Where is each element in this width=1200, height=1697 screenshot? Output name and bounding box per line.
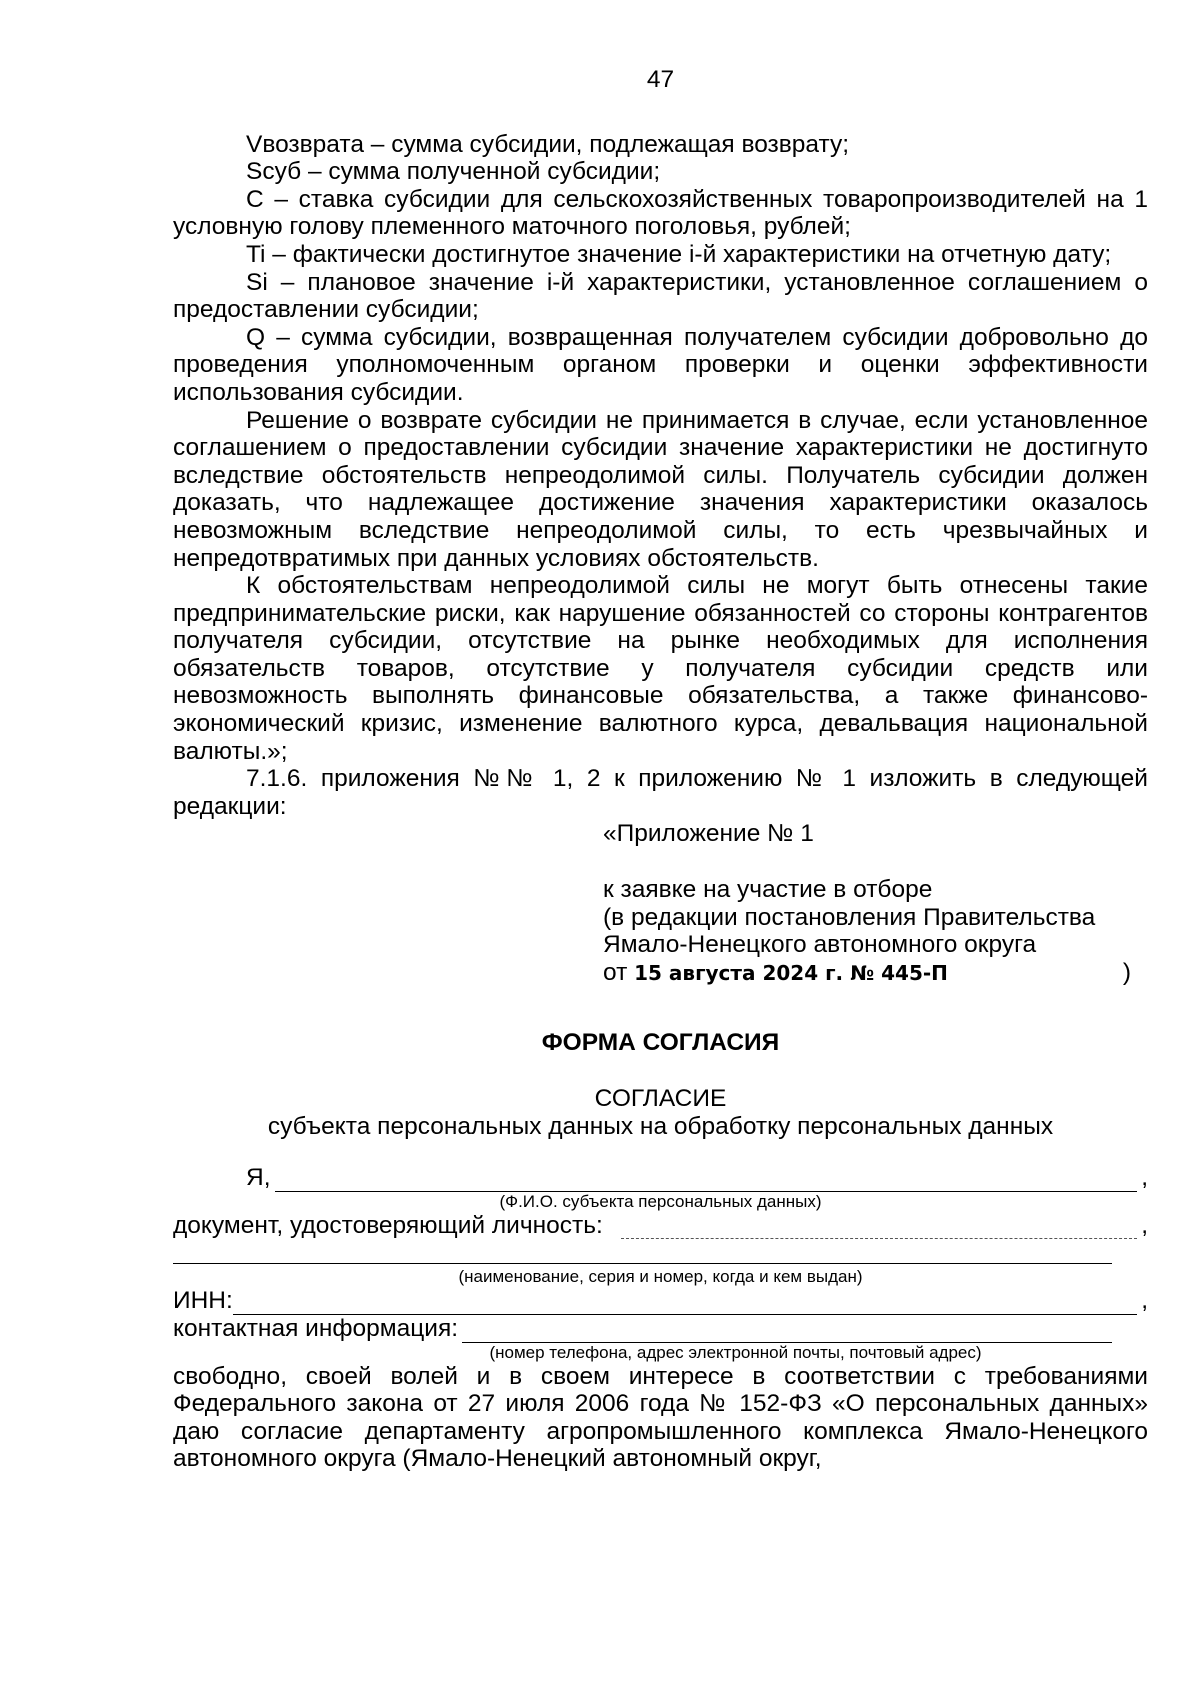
paragraph-force-majeure: Решение о возврате субсидии не принимается в случае, если установленное соглашением о предоставлении субсидии значение характеристики не достигнуто вследствие обстоятельств непреодолимой силы. Получатель субсидии должен доказать, что надлежащее достижение значения характеристики оказалось невозможным вследствие непреодолимой силы, то есть чрезвычайных и непредотвратимых при данных условиях обстоятельств. (173, 406, 1148, 572)
ya-label: Я, (246, 1164, 271, 1192)
fio-field[interactable] (275, 1169, 1138, 1192)
inn-field[interactable] (233, 1292, 1137, 1315)
appendix-date-line (603, 959, 1148, 988)
fio-comma: , (1141, 1164, 1148, 1192)
appendix-header (603, 820, 1148, 987)
appendix-line-1: к заявке на участие в отборе (603, 876, 933, 904)
consent-final-text: свободно, своей волей и в своем интересе в соответствии с требованиями Федерального закона от 27 июля 2006 года № 152-ФЗ «О персональных данных» даю согласие департаменту агропромышленного комплекса Ямало-Ненецкого автономного округа (Ямало-Ненецкий автономный округ, (173, 1362, 1148, 1473)
doc-field-line-2[interactable] (173, 1239, 1112, 1264)
contact-row (173, 1315, 1148, 1343)
appendix-date: 15 августа 2024 г. № 445-П (634, 960, 948, 985)
contact-label: контактная информация: (173, 1314, 459, 1342)
consent-subtitle: субъекта персональных данных на обработку персональных данных (267, 1112, 1054, 1140)
inn-comma: , (1141, 1287, 1148, 1315)
doc-comma: , (1141, 1211, 1148, 1239)
fio-row (173, 1164, 1148, 1192)
appendix-line-3: Ямало-Ненецкого автономного округа (603, 931, 1037, 959)
appendix-line-2: (в редакции постановления Правительства (603, 903, 1096, 931)
term-si: Si – плановое значение i-й характеристики, установленное соглашением о предоставлении субсидии; (173, 268, 1148, 324)
term-q: Q – сумма субсидии, возвращенная получателем субсидии добровольно до проведения уполномоченным органом проверки и оценки эффективности использования субсидии. (173, 323, 1148, 406)
term-c-rate: C – ставка субсидии для сельскохозяйственных товаропроизводителей на 1 условную голову племенного маточного поголовья, рублей; (173, 185, 1148, 241)
term-s-sub: Sсуб – сумма полученной субсидии; (246, 158, 661, 186)
inn-row (173, 1287, 1148, 1315)
contact-field[interactable] (462, 1320, 1112, 1343)
term-ti: Ti – фактически достигнутое значение i-й характеристики на отчетную дату; (246, 240, 1112, 268)
term-v-return: Vвозврата – сумма субсидии, подлежащая возврату; (246, 130, 850, 158)
page-number: 47 (646, 66, 675, 93)
paragraph-amendment: 7.1.6. приложения №№ 1, 2 к приложению № 1 изложить в следующей редакции: (173, 765, 1148, 820)
fio-caption: (Ф.И.О. субъекта персональных данных) (499, 1191, 822, 1211)
paragraph-risks: К обстоятельствам непреодолимой силы не могут быть отнесены такие предпринимательские риски, как нарушение обязанностей со стороны контрагентов получателя субсидии, отсутствие на рынке необходимых для исполнения обязательств товаров, отсутствие у получателя субсидии средств или невозможность выполнять финансовые обязательства, а также финансово-экономический кризис, изменение валютного курса, девальвация национальной валюты.»; (173, 572, 1148, 765)
appendix-title: «Приложение № 1 (603, 820, 814, 848)
consent-title: СОГЛАСИЕ (594, 1085, 727, 1112)
doc-row (173, 1212, 1148, 1240)
doc-caption: (наименование, серия и номер, когда и кем выдан) (458, 1267, 863, 1287)
doc-label: документ, удостоверяющий личность: (173, 1211, 603, 1239)
form-title: ФОРМА СОГЛАСИЯ (541, 1029, 780, 1057)
inn-label: ИНН: (173, 1287, 233, 1315)
appendix-close-paren: ) (1122, 958, 1131, 986)
doc-field[interactable] (621, 1216, 1137, 1239)
contact-caption: (номер телефона, адрес электронной почты, почтовый адрес) (489, 1342, 982, 1362)
appendix-date-prefix: от (603, 958, 628, 986)
